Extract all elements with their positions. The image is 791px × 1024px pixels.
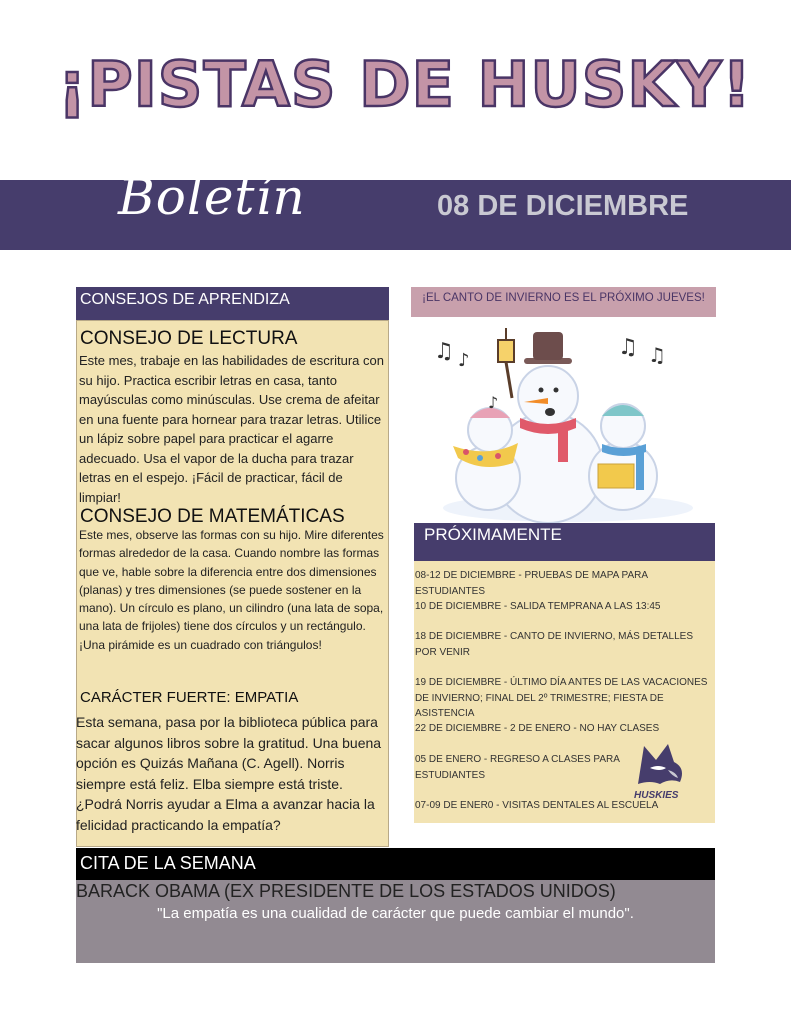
husky-logo-text: HUSKIES: [634, 790, 679, 800]
boletin-script-title: Boletín: [118, 168, 306, 226]
cita-quote: "La empatía es una cualidad de carácter que puede cambiar el mundo".: [157, 905, 634, 922]
event-item: 10 DE DICIEMBRE - SALIDA TEMPRANA A LAS 13:45: [415, 601, 661, 612]
event-item: 22 DE DICIEMBRE - 2 DE ENERO - NO HAY CLASES: [415, 723, 660, 734]
issue-date: 08 DE DICIEMBRE: [437, 190, 689, 222]
cita-header: CITA DE LA SEMANA: [76, 848, 715, 880]
event-item: 18 DE DICIEMBRE - CANTO DE INVIERNO, MÁS DETALLES POR VENIR: [415, 631, 694, 658]
event-item: 08-12 DE DICIEMBRE - PRUEBAS DE MAPA PARA ESTUDIANTES: [415, 570, 648, 597]
svg-text:♫: ♫: [434, 339, 454, 364]
cita-author: BARACK OBAMA (EX PRESIDENTE DE LOS ESTADOS UNIDOS): [76, 881, 616, 901]
caracter-title: CARÁCTER FUERTE: EMPATIA: [80, 689, 299, 706]
consejos-header: CONSEJOS DE APRENDIZA: [76, 287, 389, 320]
lectura-text: Este mes, trabaje en las habilidades de escritura con su hijo. Practica escribir letras en casa, tanto mayúsculas como minúsculas. Use crema de afeitar en una fuente para hornear para trazar letras. Utilice un lápiz sobre papel para practicar el agarre adecuado. Usa el vapor de la ducha para trazar letras en el espejo. ¡Fácil de practicar, fácil de limpiar!: [79, 353, 384, 505]
caracter-text: Esta semana, pasa por la biblioteca pública para sacar algunos libros sobre la gratitud. Una buena opción es Quizás Mañana (C. Agell). Norris siempre está feliz. Elba siempre está triste. ¿Podrá Norris ayudar a Elma a avanzar hacia la felicidad practicando la empatía?: [76, 714, 382, 833]
event-item: 07-09 DE ENER0 - VISITAS DENTALES AL ESCUELA: [415, 800, 659, 811]
svg-text:♪: ♪: [458, 350, 470, 371]
svg-text:♫: ♫: [648, 343, 666, 367]
svg-text:♪: ♪: [488, 393, 499, 412]
husky-logo-icon: [630, 738, 692, 800]
proximamente-header: PRÓXIMAMENTE: [414, 523, 715, 561]
snowmen-illustration: [408, 318, 718, 523]
svg-text:♫: ♫: [618, 335, 638, 360]
canto-banner: ¡EL CANTO DE INVIERNO ES EL PRÓXIMO JUEVES!: [411, 287, 716, 317]
lectura-title: CONSEJO DE LECTURA: [80, 328, 298, 349]
matematicas-text: Este mes, observe las formas con su hijo. Mire diferentes formas alrededor de la casa. Cuando nombre las formas que ve, hable sobre la diferencia entre dos dimensiones (planas) y tres dimensiones (se puede sostener en la mano). Un círculo es plano, un cilindro (una lata de sopa, una lata de frijoles) tiene dos círculos y un rectángulo. ¡Una pirámide es un cuadrado con triángulos!: [79, 528, 384, 652]
matematicas-title: CONSEJO DE MATEMÁTICAS: [80, 506, 345, 527]
event-item: 19 DE DICIEMBRE - ÚLTIMO DÍA ANTES DE LAS VACACIONES DE INVIERNO; FINAL DEL 2º TRIMESTRE; FIESTA DE ASISTENCIA: [415, 677, 708, 719]
event-item: 05 DE ENERO - REGRESO A CLASES PARA ESTUDIANTES: [415, 754, 620, 781]
newsletter-title: ¡PISTAS DE HUSKY!: [58, 48, 752, 121]
